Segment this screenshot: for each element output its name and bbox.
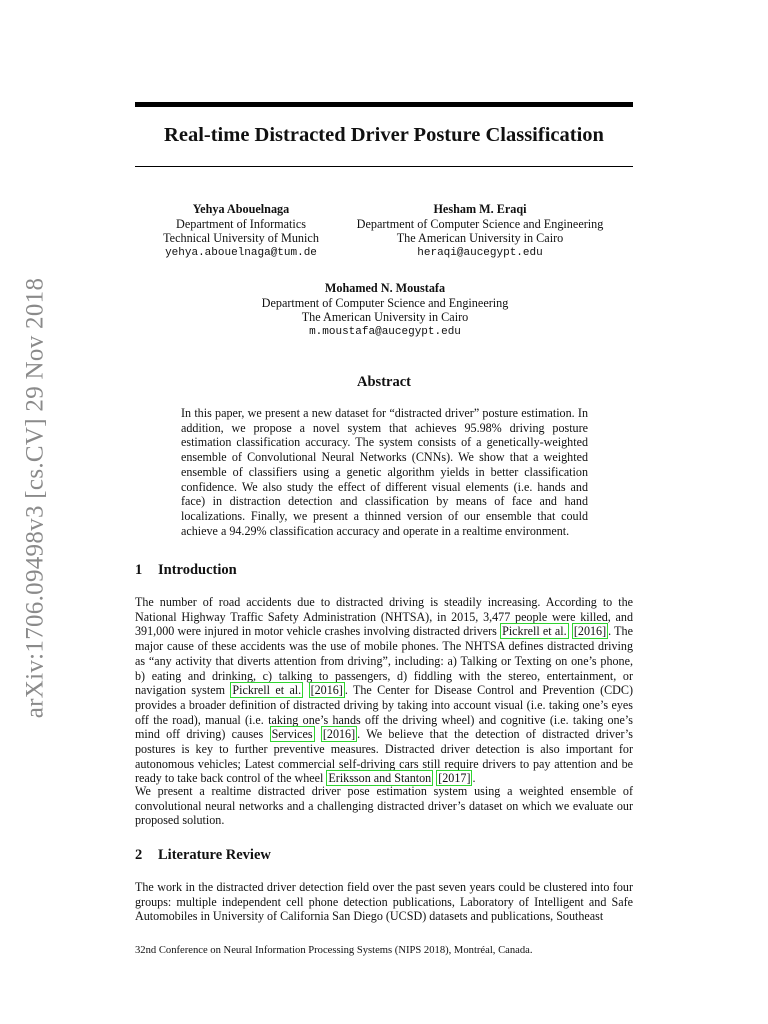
citation-year-link[interactable]: [2017]: [438, 771, 471, 786]
paper-title: Real-time Distracted Driver Posture Classification: [164, 124, 604, 146]
conference-footnote: 32nd Conference on Neural Information Processing Systems (NIPS 2018), Montréal, Canada.: [135, 945, 533, 956]
author-institution: The American University in Cairo: [396, 231, 564, 245]
author-name: Mohamed N. Moustafa: [324, 281, 446, 295]
citation-link[interactable]: Eriksson and Stanton: [328, 771, 432, 786]
paragraph-text: . We believe that the detection of distracted driver’s postures is key to further preventive measures. Distracted driver detection is also important for autonomous vehicles; Latest commercial self-driving cars still require drivers to pay attention and be ready to take back control of the wheel: [135, 727, 633, 786]
author-block-3: [240, 281, 530, 339]
author-affiliation: Department of Informatics: [176, 216, 306, 231]
author-affiliation: Department of Computer Science and Engineering: [261, 295, 509, 310]
section-heading-literature-review: [135, 847, 271, 864]
author-institution: The American University in Cairo: [301, 310, 469, 324]
paragraph-text: The number of road accidents due to distracted driving is steadily increasing. According to the National Highway Traffic Safety Administration (NHTSA), in 2015, 3,477 people were killed, and 391,000 were injured in motor vehicle crashes involving distracted drivers: [135, 595, 633, 639]
author-block-1: [150, 202, 332, 260]
author-email[interactable]: yehya.abouelnaga@tum.de: [165, 246, 317, 259]
citation-link[interactable]: Pickrell et al.: [502, 624, 567, 639]
citation-year-link[interactable]: [2016]: [322, 727, 356, 742]
paragraph-text: .: [472, 771, 476, 786]
introduction-paragraph-2: We present a realtime distracted driver pose estimation system using a weighted ensemble of convolutional neural networks and a challenging distracted driver’s dataset on which we evaluate our proposed solution.: [135, 784, 633, 828]
arxiv-identifier: arXiv:1706.09498v3 [cs.CV] 29 Nov 2018: [21, 277, 48, 718]
author-institution: Technical University of Munich: [163, 231, 319, 245]
section-number: 1: [135, 562, 143, 578]
citation-year-link[interactable]: [2016]: [573, 624, 607, 639]
paragraph-text: . The major cause of these accidents was the use of mobile phones. The NHTSA defines distracted driving as “any activity that diverts attention from driving”, including: a) Talking or Texting on one’s phone, b) eating and drinking, c) talking to passengers, d) fiddling with the stereo, entertainment, or navigation system: [135, 624, 633, 698]
abstract-text: In this paper, we present a new dataset for “distracted driver” posture estimation. In addition, we propose a novel system that achieves 95.98% driving posture estimation classification accuracy. The system consists of a genetically-weighted ensemble of Convolutional Neural Networks (CNNs). We show that a weighted ensemble of classifiers using a genetic algorithm yields in better classification confidence. We also study the effect of different visual elements (i.e. hands and face) in distraction detection and classification by means of face and hand localizations. Finally, we present a thinned version of our ensemble that could achieve a 94.29% classification accuracy and operate in a realtime environment.: [181, 406, 588, 538]
citation-link[interactable]: Pickrell et al.: [232, 683, 302, 698]
section-title: Literature Review: [158, 847, 271, 863]
author-block-2: [346, 202, 614, 260]
introduction-paragraph-1: [135, 595, 633, 786]
title-rule-bottom: [135, 166, 633, 167]
section-heading-introduction: [135, 562, 237, 579]
author-affiliation: Department of Computer Science and Engineering: [356, 216, 604, 231]
section-number: 2: [135, 847, 143, 863]
abstract-heading: Abstract: [357, 374, 411, 390]
title-rule-top: [135, 102, 633, 107]
author-name: Yehya Abouelnaga: [192, 202, 290, 216]
arxiv-sidebar-stamp: [10, 270, 60, 725]
citation-link[interactable]: Services: [271, 727, 313, 742]
literature-paragraph-1: The work in the distracted driver detection field over the past seven years could be clustered into four groups: multiple independent cell phone detection publications, Laboratory of Intelligent and Safe Automobiles in University of California San Diego (UCSD) datasets and publications, Southeast: [135, 880, 633, 924]
section-title: Introduction: [158, 562, 237, 578]
author-name: Hesham M. Eraqi: [433, 202, 527, 216]
paragraph-text: . The Center for Disease Control and Prevention (CDC) provides a broader definition of distracted driving by taking into account visual (i.e. taking one’s eyes off the road), manual (i.e. taking one’s hands off the driving wheel) and cognitive (i.e. taking one’s mind off driving) causes: [135, 683, 633, 742]
author-email[interactable]: heraqi@aucegypt.edu: [417, 246, 543, 259]
citation-year-link[interactable]: [2016]: [310, 683, 343, 698]
author-email[interactable]: m.moustafa@aucegypt.edu: [309, 325, 461, 338]
